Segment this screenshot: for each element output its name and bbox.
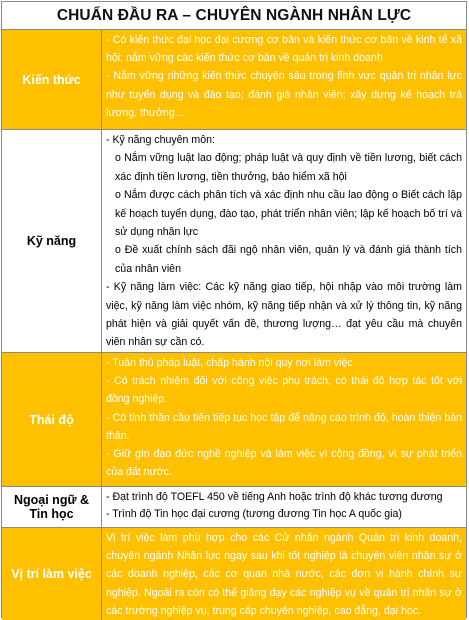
content-line: - Kỹ năng chuyên môn: xyxy=(106,134,215,146)
section-label: Thái độ xyxy=(2,353,102,486)
outcomes-document xyxy=(1,1,467,618)
section-knowledge xyxy=(2,30,466,130)
section-content xyxy=(102,130,466,352)
content-line: Vị trí việc làm phù hợp cho các Cử nhân ngành Quản trị kinh doanh, chuyên ngành Nhân lực ngay sau khi tốt nghiệp là chuyên viên nhân sự ở các doanh nghiệp, các cơ quan nhà nước, các đơn vị hành chính sự nghiệp. Ngoài ra còn có thể giảng dạy các nghiệp vụ về quản trị nhân sự ở các trường nghiệp vụ, trung cấp chuyên nghiệp, cao đẳng, đại học. xyxy=(106,532,462,617)
section-content xyxy=(102,30,466,129)
section-label: Ngoại ngữ & Tin học xyxy=(2,487,102,527)
content-line: - Trình độ Tin học đại cương (tương đương Tin học A quốc gia) xyxy=(106,508,402,520)
section-content xyxy=(102,528,466,620)
section-content xyxy=(102,353,466,486)
section-content xyxy=(102,487,466,527)
content-line: - Kỹ năng làm việc: Các kỹ năng giao tiếp, hội nhập vào môi trường làm việc, kỹ năng làm việc nhóm, kỹ năng tiếp nhận và xử lý thông tin, kỹ năng phát hiện và giải quyết vấn đề, thương lượng… đạt yêu cầu mà chuyên viên nhân sự cần có. xyxy=(106,281,462,349)
content-line: o Nắm được cách phân tích và xác định nhu cầu lao động o Biết cách lập kế hoạch tuyển dụng, đào tạo, phát triển nhân viên; lập kế hoạch bố trí và sử dụng nhân lực xyxy=(115,189,462,239)
section-label: Vị trí làm việc xyxy=(2,528,102,620)
section-label: Kỹ năng xyxy=(2,130,102,352)
content-line: - Có tinh thần cầu tiến tiếp tục học tập để nâng cao trình độ, hoàn thiện bản thân. xyxy=(106,411,462,442)
section-attitude xyxy=(2,353,466,487)
content-line: - Đạt trình độ TOEFL 450 về tiếng Anh hoặc trình độ khác tương đương xyxy=(106,491,443,503)
content-line: - Có kiến thức đại học đại cương cơ bản và kiến thức cơ bản về kinh tế xã hội; nắm vững các kiến thức cơ bản về quản trị kinh doanh xyxy=(106,34,462,65)
content-line: - Có trách nhiệm đối với công việc phụ trách, có thái độ hợp tác tốt với đồng nghiệp. xyxy=(106,375,462,406)
section-job-positions xyxy=(2,528,466,620)
content-line: - Nắm vững những kiến thức chuyên sâu trong lĩnh vực quản trị nhân lực như tuyển dụng và đào tạo; đánh giá nhân viên; xây dựng kế hoạch trả lương, thưởng... xyxy=(106,70,462,119)
section-skills xyxy=(2,130,466,353)
section-label: Kiến thức xyxy=(2,30,102,129)
content-line: - Giữ gìn đạo đức nghề nghiệp và làm việc vì cộng đồng, vì sự phát triển của đất nước. xyxy=(106,448,462,479)
document-title: CHUẨN ĐẦU RA – CHUYÊN NGÀNH NHÂN LỰC xyxy=(2,2,466,30)
section-language-it xyxy=(2,487,466,528)
content-line: o Đề xuất chính sách đãi ngộ nhân viên, quản lý và đánh giá thành tích của nhân viên xyxy=(115,244,462,275)
content-line: o Nắm vững luật lao động; pháp luật và quy định về tiền lương, biết cách xác định tiền lương, tiền thưởng, bảo hiểm xã hội xyxy=(115,152,462,183)
content-line: - Tuân thủ pháp luật, chấp hành nội quy nơi làm việc xyxy=(106,357,353,369)
